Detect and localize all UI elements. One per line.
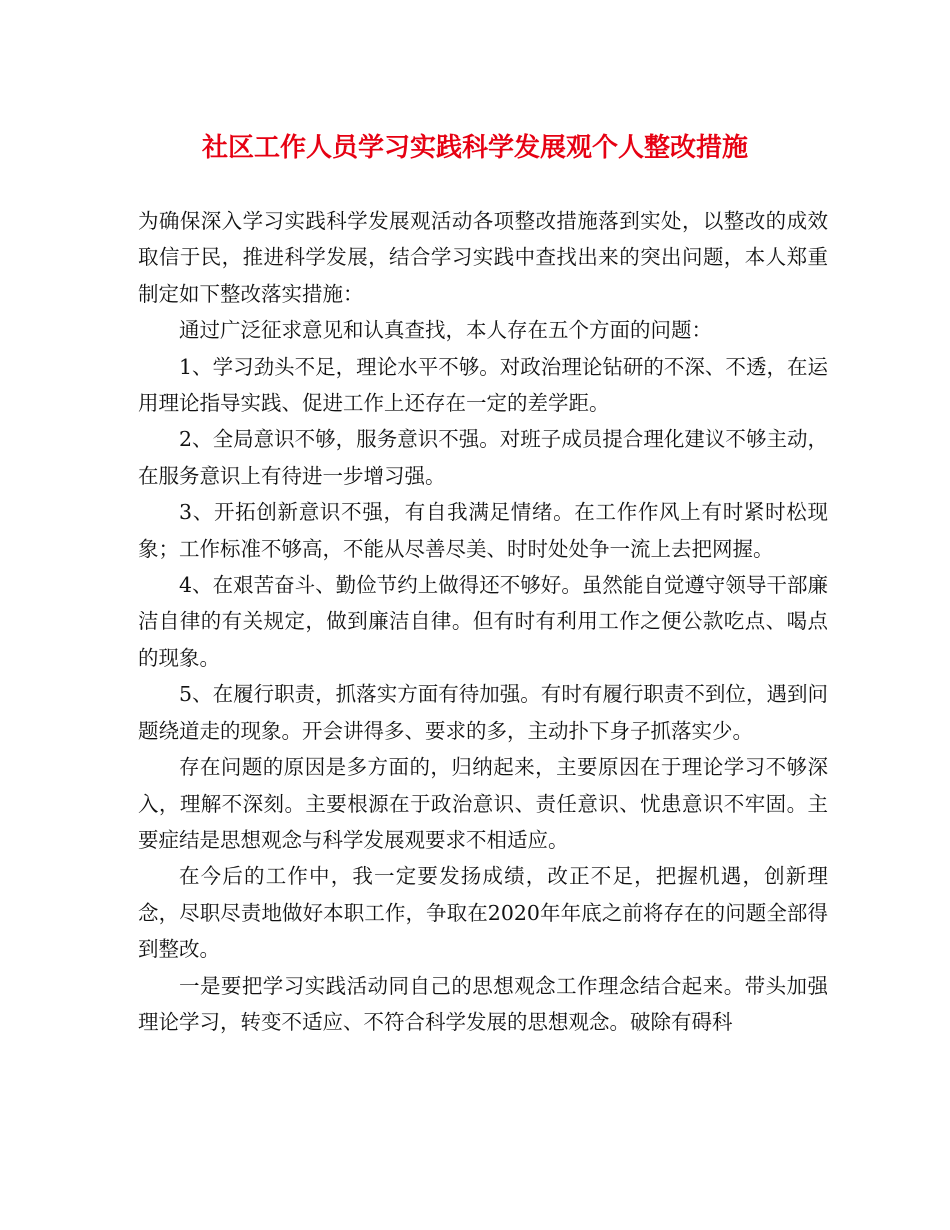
document-body [138, 203, 828, 1040]
problem-5-paragraph: 5、在履行职责，抓落实方面有待加强。有时有履行职责不到位，遇到问题绕道走的现象。开会讲得多、要求的多，主动扑下身子抓落实少。 [138, 682, 828, 743]
commitment-paragraph: 在今后的工作中，我一定要发扬成绩，改正不足，把握机遇，创新理念，尽职尽责地做好本职工作，争取在2020年年底之前将存在的问题全部得到整改。 [138, 864, 828, 962]
measure-1-paragraph: 一是要把学习实践活动同自己的思想观念工作理念结合起来。带头加强理论学习，转变不适应、不符合科学发展的思想观念。破除有碍科 [138, 973, 828, 1034]
intro-paragraph: 为确保深入学习实践科学发展观活动各项整改措施落到实处，以整改的成效取信于民，推进科学发展，结合学习实践中查找出来的突出问题，本人郑重制定如下整改落实措施： [138, 209, 828, 306]
problem-4-paragraph: 4、在艰苦奋斗、勤俭节约上做得还不够好。虽然能自觉遵守领导干部廉洁自律的有关规定，做到廉洁自律。但有时有利用工作之便公款吃点、喝点的现象。 [138, 573, 828, 670]
problem-1-paragraph: 1、学习劲头不足，理论水平不够。对政治理论钻研的不深、不透，在运用理论指导实践、促进工作上还存在一定的差学距。 [138, 354, 828, 416]
problems-intro-paragraph: 通过广泛征求意见和认真查找，本人存在五个方面的问题： [179, 318, 712, 343]
problem-3-paragraph: 3、开拓创新意识不强，有自我满足情绪。在工作作风上有时紧时松现象；工作标准不够高，不能从尽善尽美、时时处处争一流上去把网握。 [138, 500, 828, 561]
document-title: 社区工作人员学习实践科学发展观个人整改措施 [201, 133, 748, 163]
causes-paragraph: 存在问题的原因是多方面的，归纳起来，主要原因在于理论学习不够深入，理解不深刻。主要根源在于政治意识、责任意识、忧患意识不牢固。主要症结是思想观念与科学发展观要求不相适应。 [138, 755, 828, 852]
problem-2-paragraph: 2、全局意识不够，服务意识不强。对班子成员提合理化建议不够主动，在服务意识上有待进一步增习强。 [138, 427, 828, 488]
